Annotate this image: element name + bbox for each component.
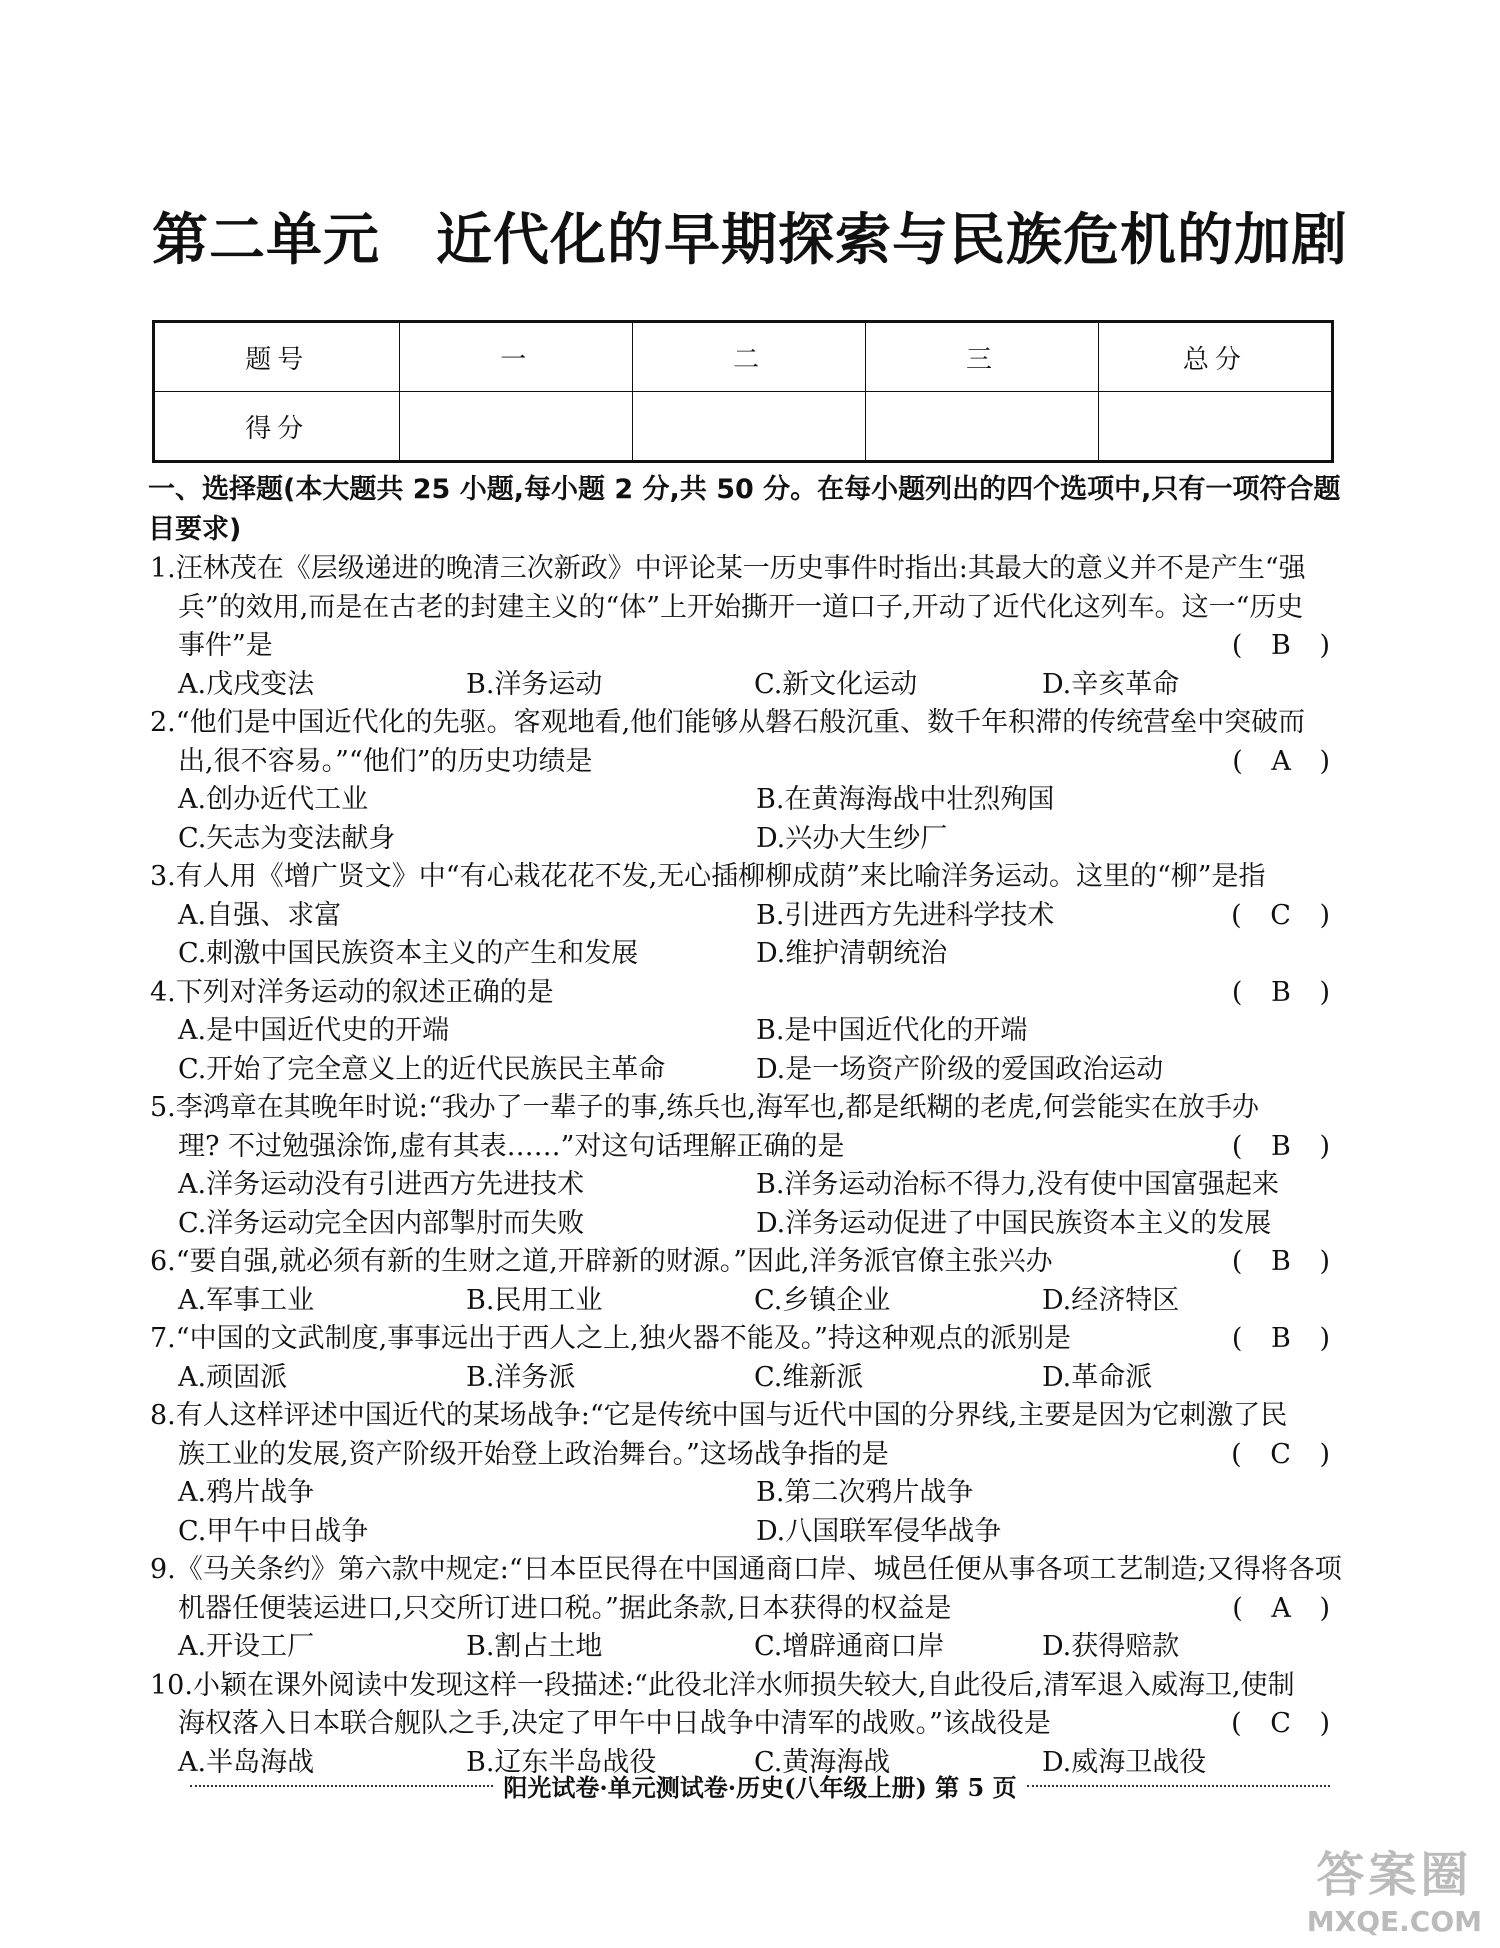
score-table	[152, 320, 1334, 463]
option-choice[interactable]: C.开始了完全意义上的近代民族民主革命	[178, 1053, 666, 1085]
option-choice[interactable]: A.军事工业	[178, 1284, 315, 1316]
question-item	[150, 1667, 1340, 1783]
answer-mark: ( C )	[1231, 899, 1340, 931]
question-stem-line	[150, 704, 1340, 743]
option-choice[interactable]: A.是中国近代史的开端	[178, 1015, 450, 1046]
option-choice[interactable]: D.是一场资产阶级的爱国政治运动	[756, 1053, 1164, 1085]
question-stem-line	[150, 1089, 1340, 1128]
score-header-cell: 总分	[1098, 322, 1332, 392]
unit-number: 第二单元	[152, 207, 380, 273]
answer-mark: ( B )	[1231, 1323, 1340, 1354]
answer-mark: ( B )	[1231, 1130, 1340, 1162]
score-cell[interactable]	[866, 392, 1099, 462]
answer-mark: ( B )	[1231, 976, 1340, 1008]
question-text: 兵”的效用,而是在古老的封建主义的“体”上开始撕开一道口子,开动了近代化这列车。这一“历史	[178, 591, 1304, 623]
question-text: 3.有人用《增广贤文》中“有心栽花花不发,无心插柳柳成荫”来比喻洋务运动。这里的“柳”是指	[150, 861, 1266, 892]
option-row	[150, 1012, 1340, 1051]
question-text: 4.下列对洋务运动的叙述正确的是	[150, 976, 554, 1008]
question-text: 理? 不过勉强涂饰,虚有其表……”对这句话理解正确的是	[178, 1130, 845, 1162]
score-cell[interactable]	[633, 392, 866, 462]
question-stem-line	[150, 1397, 1340, 1436]
question-text: 10.小颖在课外阅读中发现这样一段描述:“此役北洋水师损失较大,自此役后,清军退入威海卫,使制	[150, 1669, 1295, 1701]
question-item	[150, 1551, 1340, 1667]
option-choice[interactable]: A.鸦片战争	[178, 1477, 315, 1508]
option-row	[150, 1513, 1340, 1552]
score-table-header-row	[154, 322, 1333, 392]
option-row	[150, 1628, 1340, 1667]
option-choice[interactable]: B.洋务运动	[466, 668, 603, 700]
question-text: 事件”是	[178, 630, 273, 661]
footer-divider	[1027, 1785, 1330, 1787]
option-choice[interactable]: C.增辟通商口岸	[754, 1631, 945, 1662]
answer-mark: ( B )	[1231, 630, 1340, 661]
option-choice[interactable]: C.矢志为变法献身	[178, 822, 396, 854]
option-choice[interactable]: B.民用工业	[466, 1284, 603, 1316]
option-choice[interactable]: A.戊戌变法	[178, 668, 315, 700]
option-choice[interactable]: A.半岛海战	[178, 1746, 315, 1778]
watermark	[1307, 1836, 1482, 1938]
option-row	[150, 897, 1340, 936]
question-item	[150, 858, 1340, 974]
option-choice[interactable]: C.洋务运动完全因内部掣肘而失败	[178, 1207, 585, 1239]
watermark-logo: 答案圈	[1316, 1847, 1473, 1903]
option-row	[150, 666, 1340, 705]
option-choice[interactable]: A.洋务运动没有引进西方先进技术	[178, 1169, 585, 1200]
question-text: 7.“中国的文武制度,事事远出于西人之上,独火器不能及。”持这种观点的派别是	[150, 1323, 1072, 1354]
option-choice[interactable]: C.黄海海战	[754, 1746, 891, 1778]
option-choice[interactable]: B.割占土地	[466, 1631, 603, 1662]
question-text: 族工业的发展,资产阶级开始登上政治舞台。”这场战争指的是	[178, 1438, 889, 1470]
option-choice[interactable]: D.获得赔款	[1042, 1631, 1180, 1662]
option-choice[interactable]: A.开设工厂	[178, 1631, 315, 1662]
option-choice[interactable]: D.辛亥革命	[1042, 668, 1180, 700]
question-stem-line	[150, 1590, 1340, 1629]
question-stem-line	[150, 1436, 1340, 1475]
question-text: 9.《马关条约》第六款中规定:“日本臣民得在中国通商口岸、城邑任便从事各项工艺制造;又得将各项	[150, 1554, 1342, 1585]
option-choice[interactable]: C.甲午中日战争	[178, 1515, 369, 1547]
option-choice[interactable]: C.维新派	[754, 1361, 864, 1393]
question-text: 2.“他们是中国近代化的先驱。客观地看,他们能够从磐石般沉重、数千年积滞的传统营垒中突破而	[150, 707, 1306, 738]
option-choice[interactable]: B.引进西方先进科学技术	[756, 899, 1055, 931]
option-choice[interactable]: D.洋务运动促进了中国民族资本主义的发展	[756, 1207, 1272, 1239]
option-choice[interactable]: D.经济特区	[1042, 1284, 1180, 1316]
question-list	[150, 550, 1340, 1782]
score-cell[interactable]	[400, 392, 633, 462]
question-text: 6.“要自强,就必须有新的生财之道,开辟新的财源。”因此,洋务派官僚主张兴办	[150, 1246, 1053, 1277]
answer-mark: ( B )	[1231, 1246, 1340, 1277]
page-footer	[180, 1768, 1340, 1803]
option-choice[interactable]: B.洋务运动治标不得力,没有使中国富强起来	[756, 1169, 1280, 1200]
question-text: 8.有人这样评述中国近代的某场战争:“它是传统中国与近代中国的分界线,主要是因为它刺激了民	[150, 1400, 1288, 1431]
question-item	[150, 1320, 1340, 1397]
option-row	[150, 820, 1340, 859]
option-row	[150, 1166, 1340, 1205]
option-choice[interactable]: B.第二次鸦片战争	[756, 1477, 974, 1508]
answer-mark: ( C )	[1231, 1438, 1340, 1470]
score-header-cell: 一	[400, 322, 633, 392]
question-item	[150, 1243, 1340, 1320]
answer-mark: ( A )	[1232, 745, 1340, 777]
option-choice[interactable]: D.威海卫战役	[1042, 1746, 1207, 1778]
option-choice[interactable]: B.是中国近代化的开端	[756, 1015, 1028, 1046]
question-stem-line	[150, 1320, 1340, 1359]
section-heading: 一、选择题(本大题共 25 小题,每小题 2 分,共 50 分。在每小题列出的四个选项中,只有一项符合题目要求)	[148, 474, 1341, 545]
option-choice[interactable]: D.维护清朝统治	[756, 938, 948, 969]
question-stem-line	[150, 1243, 1340, 1282]
unit-title: 近代化的早期探索与民族危机的加剧	[436, 207, 1348, 273]
answer-mark: ( C )	[1231, 1708, 1340, 1739]
answer-mark: ( A )	[1232, 1592, 1340, 1624]
question-item	[150, 704, 1340, 858]
question-stem-line	[150, 743, 1340, 782]
option-choice[interactable]: D.八国联军侵华战争	[756, 1515, 1002, 1547]
question-item	[150, 1397, 1340, 1551]
footer-text: 阳光试卷·单元测试卷·历史(八年级上册) 第 5 页	[503, 1773, 1017, 1802]
question-stem-line	[150, 1128, 1340, 1167]
score-table-score-row	[154, 392, 1333, 462]
option-choice[interactable]: C.乡镇企业	[754, 1284, 891, 1316]
page-title	[0, 196, 1500, 276]
question-text: 机器任便装运进口,只交所订进口税。”据此条款,日本获得的权益是	[178, 1592, 952, 1624]
score-row-label: 得分	[154, 392, 400, 462]
question-stem-line	[150, 589, 1340, 628]
option-choice[interactable]: B.洋务派	[466, 1361, 576, 1393]
score-header-cell: 题号	[154, 322, 400, 392]
option-choice[interactable]: A.创办近代工业	[178, 784, 369, 815]
option-choice[interactable]: D.兴办大生纱厂	[756, 822, 948, 854]
option-row	[150, 1474, 1340, 1513]
question-stem-line	[150, 974, 1340, 1013]
option-row	[150, 1282, 1340, 1321]
question-item	[150, 550, 1340, 704]
question-stem-line	[150, 1667, 1340, 1706]
question-stem-line	[150, 550, 1340, 589]
score-header-cell: 三	[866, 322, 1099, 392]
option-row	[150, 1359, 1340, 1398]
option-choice[interactable]: C.刺激中国民族资本主义的产生和发展	[178, 938, 639, 969]
question-text: 海权落入日本联合舰队之手,决定了甲午中日战争中清军的战败。”该战役是	[178, 1708, 1051, 1739]
question-stem-line	[150, 1551, 1340, 1590]
option-row	[150, 1205, 1340, 1244]
option-choice[interactable]: C.新文化运动	[754, 668, 918, 700]
question-text: 出,很不容易。”“他们”的历史功绩是	[178, 745, 593, 777]
option-choice[interactable]: B.辽东半岛战役	[466, 1746, 657, 1778]
question-item	[150, 974, 1340, 1090]
question-item	[150, 1089, 1340, 1243]
option-choice[interactable]: A.自强、求富	[178, 899, 342, 931]
question-stem-line	[150, 627, 1340, 666]
option-choice[interactable]: D.革命派	[1042, 1361, 1153, 1393]
option-row	[150, 935, 1340, 974]
footer-divider	[190, 1785, 493, 1787]
watermark-url: MXQE.COM	[1306, 1905, 1482, 1938]
question-text: 1.汪林茂在《层级递进的晚清三次新政》中评论某一历史事件时指出:其最大的意义并不是产生“强	[150, 553, 1306, 584]
option-row	[150, 1051, 1340, 1090]
option-row	[150, 781, 1340, 820]
option-choice[interactable]: B.在黄海海战中壮烈殉国	[756, 784, 1055, 815]
score-header-cell: 二	[633, 322, 866, 392]
question-stem-line	[150, 1705, 1340, 1744]
score-cell[interactable]	[1098, 392, 1332, 462]
option-choice[interactable]: A.顽固派	[178, 1361, 288, 1393]
question-text: 5.李鸿章在其晚年时说:“我办了一辈子的事,练兵也,海军也,都是纸糊的老虎,何尝能实在放手办	[150, 1092, 1259, 1123]
question-stem-line	[150, 858, 1340, 897]
